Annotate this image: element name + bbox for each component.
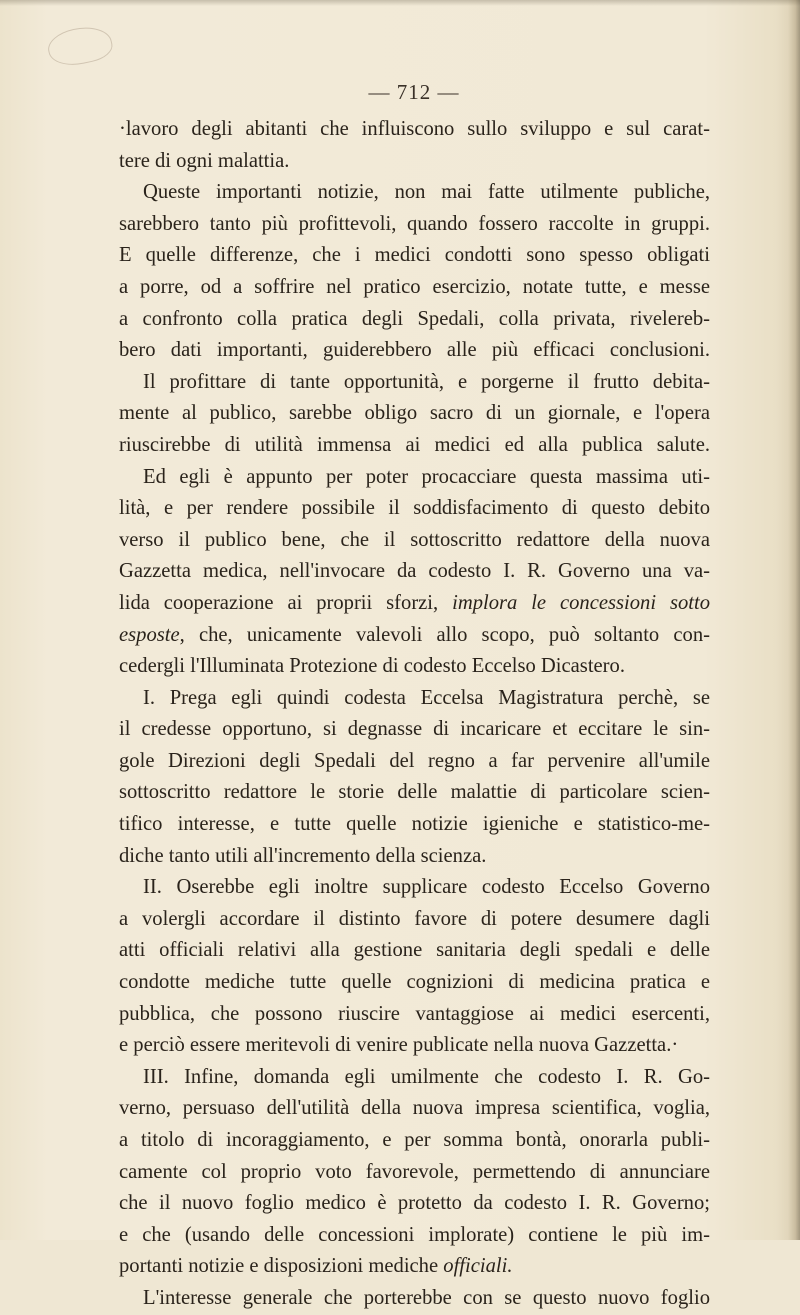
text-line	[119, 1251, 710, 1283]
text-line: ·lavoro degli abitanti che influiscono sullo sviluppo e sul carat-	[119, 118, 710, 140]
page-number: — 712 —	[368, 80, 460, 104]
text-line: il credesse opportuno, si degnasse di incaricare et eccitare le sin-	[119, 718, 710, 741]
text-line: cedergli l'Illuminata Protezione di codesto Eccelso Dicastero.	[119, 655, 625, 678]
text-line: verno, persuaso dell'utilità della nuova impresa scientifica, voglia,	[119, 1097, 710, 1120]
page-top-edge-shadow	[0, 0, 800, 6]
text-line	[119, 588, 710, 620]
text-line: Gazzetta medica, nell'invocare da codesto I. R. Governo una va-	[119, 560, 710, 583]
text-line: a volergli accordare il distinto favore di potere desumere dagli	[119, 907, 710, 930]
text-line: a titolo di incoraggiamento, e per somma bontà, onorarla publi-	[119, 1129, 710, 1151]
page-right-edge-shadow	[788, 0, 800, 1240]
text-line: Il profittare di tante opportunità, e porgerne il frutto debita-	[143, 370, 710, 393]
text-line: lità, e per rendere possibile il soddisfacimento di questo debito	[119, 497, 710, 520]
text-segment: portanti notizie e disposizioni mediche	[119, 1255, 444, 1278]
text-line: pubblica, che possono riuscire vantaggiose ai medici esercenti,	[119, 1002, 710, 1025]
text-line: bero dati importanti, guiderebbero alle più efficaci conclusioni.	[119, 339, 710, 362]
text-line: e che (usando delle concessioni implorate) contiene le più im-	[119, 1223, 710, 1246]
italic-text-segment: officiali.	[443, 1255, 513, 1278]
text-line: mente al publico, sarebbe obligo sacro di un giornale, e l'opera	[119, 402, 710, 425]
italic-text-segment: esposte	[119, 623, 180, 646]
text-line: camente col proprio voto favorevole, permettendo di annunciare	[119, 1160, 710, 1183]
text-line: gole Direzioni degli Spedali del regno a far pervenire all'umile	[119, 749, 710, 772]
text-line: II. Oserebbe egli inoltre supplicare codesto Eccelso Governo	[143, 876, 710, 899]
text-line: Queste importanti notizie, non mai fatte utilmente publiche,	[143, 181, 710, 204]
text-segment: lida cooperazione ai proprii sforzi,	[119, 591, 453, 614]
text-line: a confronto colla pratica degli Spedali, colla privata, rivelereb-	[119, 307, 710, 330]
text-line: che il nuovo foglio medico è protetto da codesto I. R. Governo;	[119, 1192, 710, 1215]
text-line: sottoscritto redattore le storie delle malattie di particolare scien-	[119, 781, 710, 804]
text-line: L'interesse generale che porterebbe con se questo nuovo foglio	[143, 1286, 710, 1309]
text-line: verso il publico bene, che il sottoscritto redattore della nuova	[119, 528, 710, 551]
text-line: e perciò essere meritevoli di venire publicate nella nuova Gazzetta.·	[119, 1034, 679, 1057]
text-line: riuscirebbe di utilità immensa ai medici ed alla publica salute.	[119, 433, 710, 456]
text-line	[119, 620, 710, 652]
text-line: E quelle differenze, che i medici condotti sono spesso obligati	[119, 244, 710, 267]
text-line: I. Prega egli quindi codesta Eccelsa Magistratura perchè, se	[143, 686, 710, 709]
text-line: tifico interesse, e tutte quelle notizie igieniche e statistico-me-	[119, 813, 710, 836]
text-segment: , che, unicamente valevoli allo scopo, può soltanto con-	[179, 623, 710, 646]
paper-stain-mark	[45, 22, 115, 71]
text-line: diche tanto utili all'incremento della scienza.	[119, 844, 487, 867]
text-line: Ed egli è appunto per poter procacciare questa massima uti-	[143, 465, 710, 488]
text-line: atti officiali relativi alla gestione sanitaria degli spedali e delle	[119, 939, 710, 962]
text-line: condotte mediche tutte quelle cognizioni di medicina pratica e	[119, 971, 710, 994]
text-line: III. Infine, domanda egli umilmente che codesto I. R. Go-	[143, 1065, 710, 1088]
text-line: sarebbero tanto più profittevoli, quando fossero raccolte in gruppi.	[119, 212, 710, 235]
italic-text-segment: implora le concessioni sotto	[452, 591, 710, 614]
body-text	[119, 114, 710, 1315]
text-line: tere di ogni malattia.	[119, 149, 290, 172]
text-line: a porre, od a soffrire nel pratico esercizio, notate tutte, e messe	[119, 275, 710, 298]
